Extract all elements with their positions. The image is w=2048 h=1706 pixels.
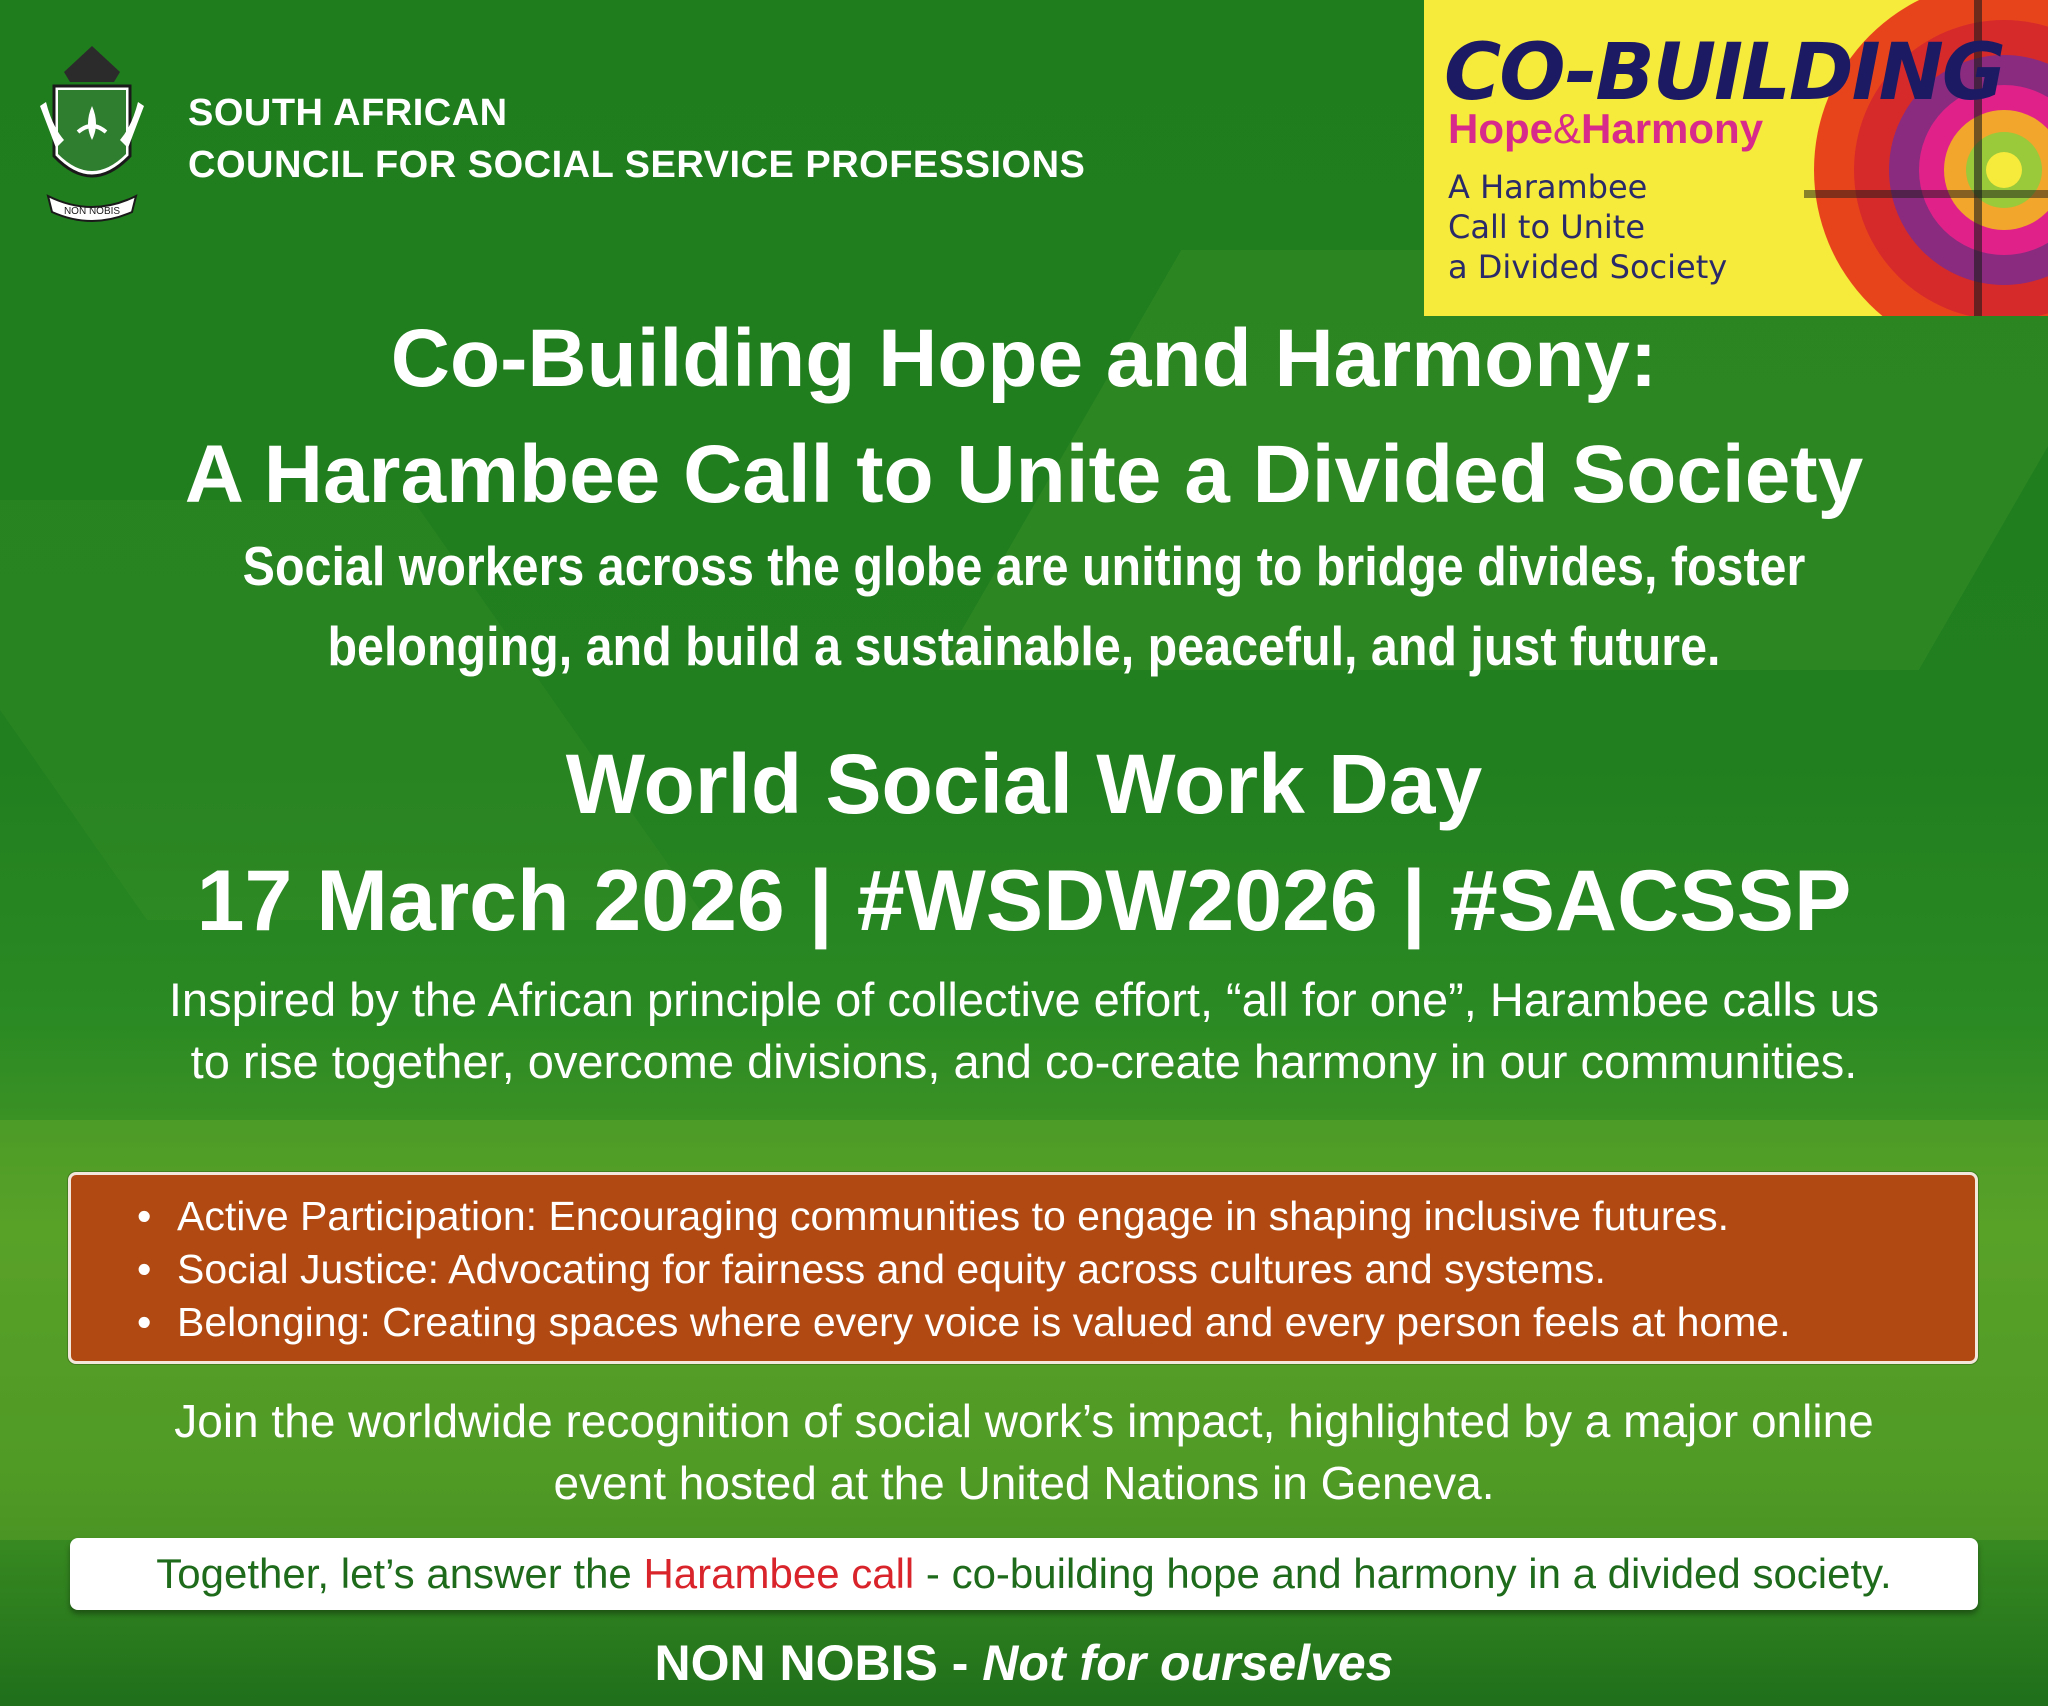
separator: | [808, 853, 833, 949]
theme-logo-subtitle: Hope&Harmony [1448, 105, 1764, 152]
headline-line-1: Co-Building Hope and Harmony: [390, 313, 1658, 404]
values-box [68, 1172, 1978, 1364]
theme-logo-line-1: A Harambee [1448, 168, 1648, 206]
motto-dash: - [937, 1635, 983, 1691]
headline-line-2: A Harambee Call to Unite a Divided Society [184, 429, 1864, 520]
motto-latin: NON NOBIS [654, 1635, 938, 1691]
subheadline-line-2: belonging, and build a sustainable, peaceful, and just future. [327, 615, 1721, 677]
sacssp-crest-icon [34, 36, 150, 232]
value-text: Belonging: Creating spaces where every voice is valued and every person feels at home. [177, 1299, 1791, 1345]
motto-english: Not for ourselves [982, 1635, 1394, 1691]
list-item [71, 1299, 1791, 1352]
join-line-1: Join the worldwide recognition of social work’s impact, highlighted by a major online [174, 1395, 1874, 1447]
theme-logo-line-2: Call to Unite [1448, 208, 1646, 246]
value-text: Social Justice: Advocating for fairness and equity across cultures and systems. [177, 1246, 1606, 1292]
event-date-line [0, 852, 2048, 951]
call-text-after: - co-building hope and harmony in a divided society. [914, 1550, 1892, 1597]
hashtag-sacssp: #SACSSP [1449, 853, 1852, 949]
call-text-before: Together, let’s answer the [156, 1550, 644, 1597]
list-item [71, 1193, 1791, 1246]
org-name-line-2: COUNCIL FOR SOCIAL SERVICE PROFESSIONS [188, 144, 1086, 186]
list-item [71, 1246, 1791, 1299]
hashtag-wsdw: #WSDW2026 [856, 853, 1378, 949]
theme-logo [1424, 0, 2048, 316]
bullet: • [137, 1246, 152, 1292]
value-text: Active Participation: Encouraging communities to engage in shaping inclusive futures. [177, 1193, 1730, 1239]
call-to-action-banner [70, 1538, 1978, 1610]
separator: | [1401, 853, 1426, 949]
inspiration-line-2: to rise together, overcome divisions, and co-create harmony in our communities. [190, 1035, 1858, 1088]
motto [0, 1634, 2048, 1692]
bullet: • [137, 1299, 152, 1345]
inspiration-line-1: Inspired by the African principle of collective effort, “all for one”, Harambee calls us [168, 973, 1880, 1026]
crest-ribbon-text: NON NOBIS [63, 206, 121, 217]
theme-logo-line-3: a Divided Society [1448, 248, 1728, 286]
bullet: • [137, 1193, 152, 1239]
subheadline-line-1: Social workers across the globe are uniting to bridge divides, foster [242, 535, 1806, 597]
call-highlight: Harambee call [643, 1550, 915, 1597]
theme-logo-title: CO-BUILDING [1444, 28, 2004, 118]
event-title: World Social Work Day [565, 737, 1483, 831]
values-list [71, 1193, 1791, 1352]
org-name-line-1: SOUTH AFRICAN [188, 92, 508, 134]
join-line-2: event hosted at the United Nations in Geneva. [553, 1457, 1495, 1509]
event-date: 17 March 2026 [196, 853, 785, 949]
